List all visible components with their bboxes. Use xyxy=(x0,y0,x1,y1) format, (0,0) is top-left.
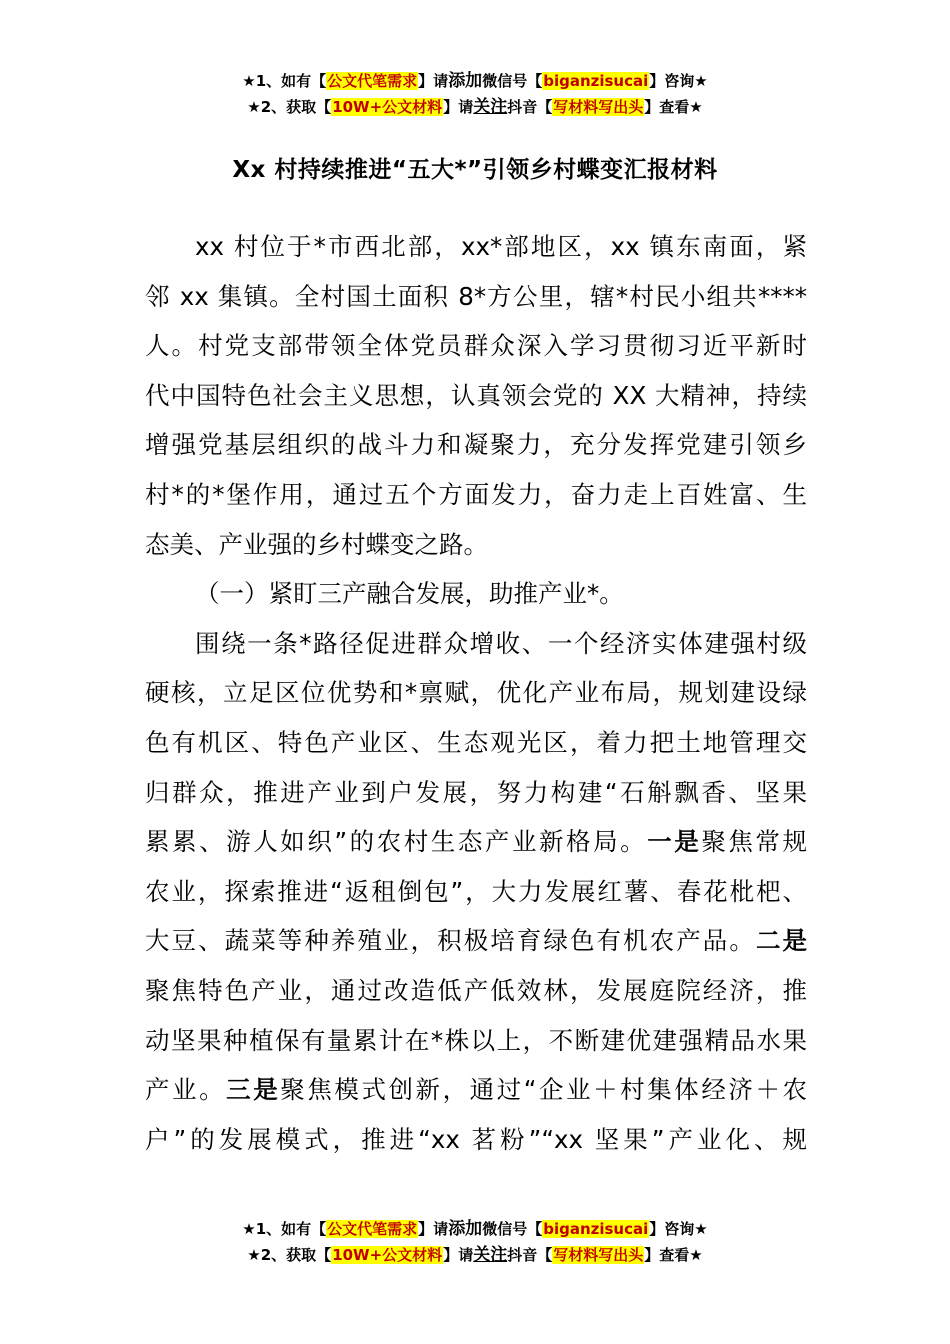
banner-text: 】查看★ xyxy=(644,98,703,116)
banner-text: 添加 xyxy=(448,1219,483,1239)
banner-text: 添加 xyxy=(448,71,483,91)
body-line: 动坚果种植保有量累计在*株以上，不断建优建强精品水果 xyxy=(145,1025,807,1055)
banner-text: ★1、如有【 xyxy=(242,72,327,90)
body-line: 归群众，推进产业到户发展，努力构建“石斛飘香、坚果 xyxy=(145,777,807,807)
body-line: 聚焦特色产业，通过改造低产低效林，发展庭院经济，推 xyxy=(145,975,807,1005)
bold-marker: 一是 xyxy=(647,827,702,857)
document-body xyxy=(145,222,807,1164)
body-line: 户”的发展模式，推进“xx 茗粉”“xx 坚果”产业化、规 xyxy=(145,1124,807,1154)
body-line xyxy=(145,916,807,966)
body-line: xx 村位于*市西北部，xx*部地区，xx 镇东南面，紧 xyxy=(195,232,807,261)
banner-text: 微信号【 xyxy=(482,1220,543,1238)
section-heading: （一）紧盯三产融合发展，助推产业*。 xyxy=(195,579,624,609)
banner-line-2 xyxy=(0,94,950,120)
banner-highlight: 公文代笔需求 xyxy=(327,1220,418,1238)
banner-text: 】请 xyxy=(443,1246,474,1264)
banner-line-1 xyxy=(0,68,950,94)
banner-text: 】请 xyxy=(418,72,449,90)
body-line: 村*的*堡作用，通过五个方面发力，奋力走上百姓富、生 xyxy=(145,479,807,509)
banner-text: 】咨询★ xyxy=(649,72,708,90)
body-line: 态美、产业强的乡村蝶变之路。 xyxy=(145,529,488,559)
body-text: 产业。 xyxy=(145,1075,227,1105)
banner-text: 关注 xyxy=(473,1245,508,1265)
banner-highlight: 10W+公文材料 xyxy=(332,98,443,116)
body-text: 聚焦模式创新，通过“企业＋村集体经济＋农 xyxy=(280,1075,807,1105)
body-line xyxy=(145,817,807,867)
body-line: 人。村党支部带领全体党员群众深入学习贯彻习近平新时 xyxy=(145,331,807,361)
body-line: 硬核，立足区位优势和*禀赋，优化产业布局，规划建设绿 xyxy=(145,678,807,708)
body-text: 累累、游人如织”的农村生态产业新格局。 xyxy=(145,827,648,857)
banner-text: 】查看★ xyxy=(644,1246,703,1264)
banner-text: ★1、如有【 xyxy=(242,1220,327,1238)
bottom-banner xyxy=(0,1216,950,1268)
body-line: 围绕一条*路径促进群众增收、一个经济实体建强村级 xyxy=(195,628,807,658)
banner-highlight: biganzisucai xyxy=(543,1220,649,1238)
bold-marker: 二是 xyxy=(755,926,807,956)
banner-highlight: 写材料写出头 xyxy=(553,1246,644,1264)
body-line: 农业，探索推进“返租倒包”，大力发展红薯、春花枇杷、 xyxy=(145,876,807,906)
banner-highlight: 写材料写出头 xyxy=(553,98,644,116)
banner-text: ★2、获取【 xyxy=(247,1246,332,1264)
banner-text: 抖音【 xyxy=(507,98,553,116)
banner-text: 关注 xyxy=(473,97,508,117)
top-banner xyxy=(0,68,950,120)
banner-highlight: 公文代笔需求 xyxy=(327,72,418,90)
banner-highlight: 10W+公文材料 xyxy=(332,1246,443,1264)
banner-text: 】请 xyxy=(443,98,474,116)
bold-marker: 三是 xyxy=(226,1075,281,1105)
body-line: 邻 xx 集镇。全村国土面积 8*方公里，辖*村民小组共**** xyxy=(145,281,807,311)
body-text: 聚焦常规 xyxy=(701,827,807,857)
banner-line-2 xyxy=(0,1242,950,1268)
banner-text: 抖音【 xyxy=(507,1246,553,1264)
body-text: 大豆、蔬菜等种养殖业，积极培育绿色有机农产品。 xyxy=(145,926,756,956)
body-line xyxy=(145,1065,807,1115)
body-line: 代中国特色社会主义思想，认真领会党的 XX 大精神，持续 xyxy=(145,380,807,410)
banner-text: ★2、获取【 xyxy=(247,98,332,116)
banner-highlight: biganzisucai xyxy=(543,72,649,90)
document-title: Xx 村持续推进“五大*”引领乡村蝶变汇报材料 xyxy=(232,157,718,183)
banner-text: 】咨询★ xyxy=(649,1220,708,1238)
banner-text: 】请 xyxy=(418,1220,449,1238)
banner-text: 微信号【 xyxy=(482,72,543,90)
body-line: 色有机区、特色产业区、生态观光区，着力把土地管理交 xyxy=(145,727,807,757)
body-line: 增强党基层组织的战斗力和凝聚力，充分发挥党建引领乡 xyxy=(145,430,807,460)
banner-line-1 xyxy=(0,1216,950,1242)
